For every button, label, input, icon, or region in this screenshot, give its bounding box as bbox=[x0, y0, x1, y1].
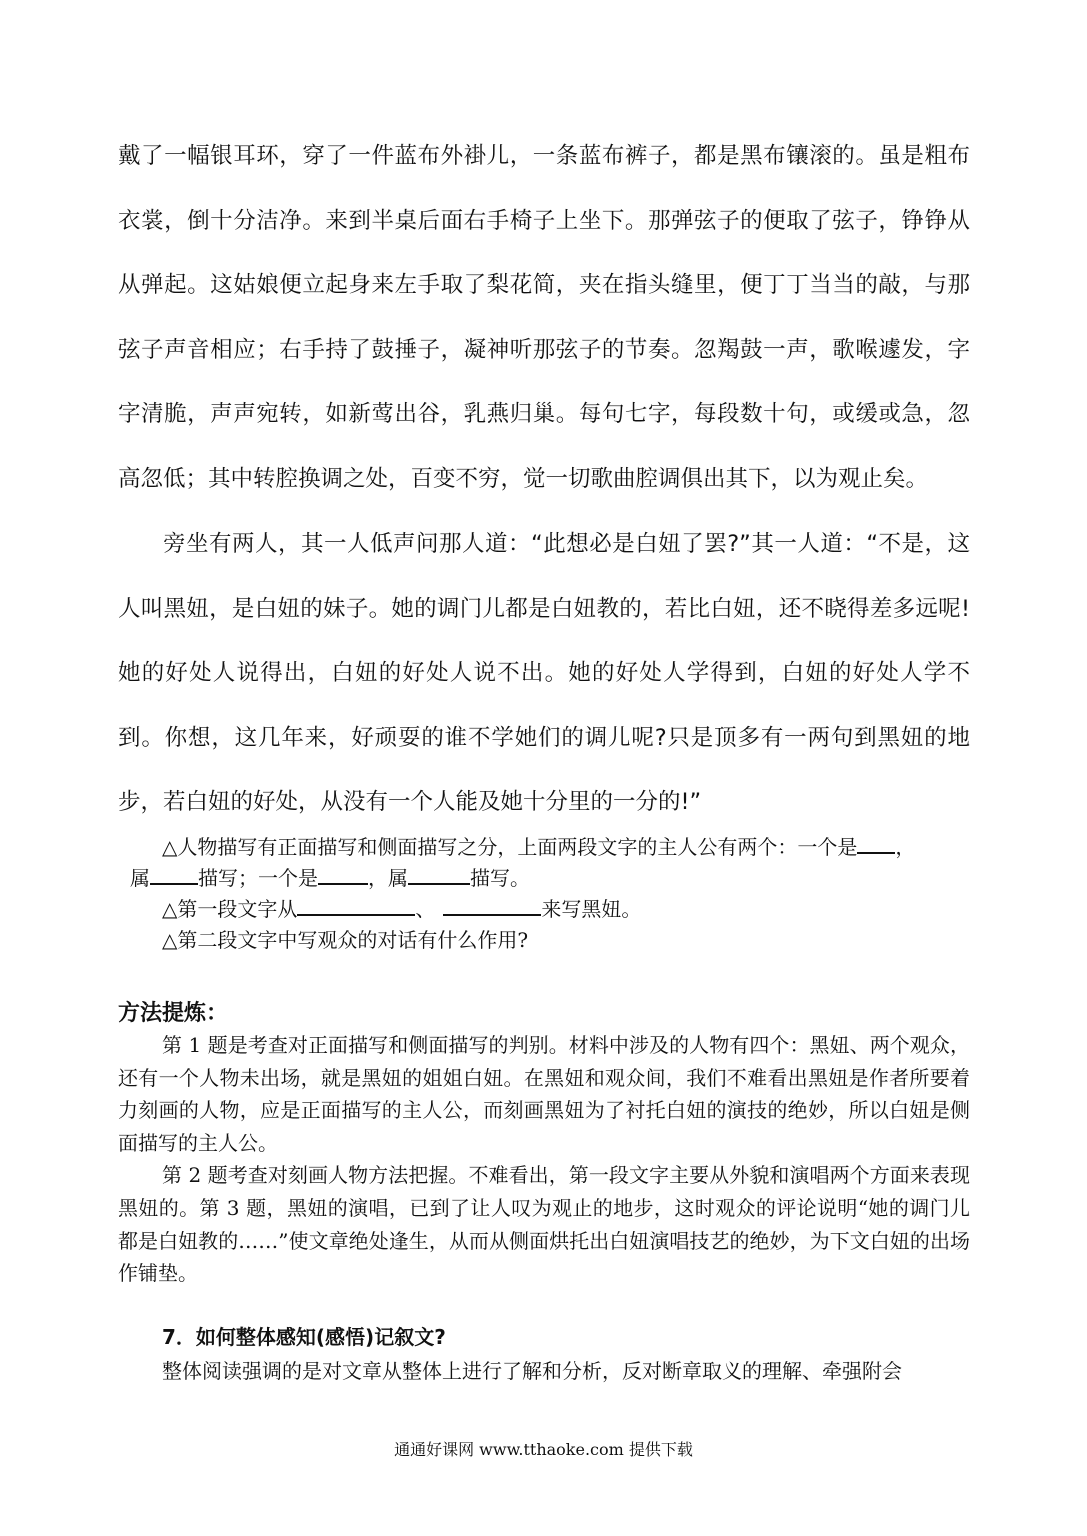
section-7-body: 整体阅读强调的是对文章从整体上进行了解和分析，反对断章取义的理解、牵强附会 bbox=[162, 1359, 902, 1383]
method-body bbox=[118, 1029, 970, 1290]
answer-blank bbox=[857, 832, 895, 854]
question-list bbox=[130, 832, 972, 956]
question-1-text-3: ，属 bbox=[368, 866, 408, 890]
passage-text-1: 戴了一幅银耳环，穿了一件蓝布外褂儿，一条蓝布裤子，都是黑布镶滚的。虽是粗布衣裳，倒十分洁净。来到半桌后面右手椅子上坐下。那弹弦子的便取了弦子，铮铮从从弹起。这姑娘便立起身来左手取了梨花简，夹在指头缝里，便丁丁当当的敲，与那弦子声音相应；右手持了鼓捶子，凝神听那弦子的节奏。忽羯鼓一声，歌喉遽发，字字清脆，声声宛转，如新莺出谷，乳燕归巢。每句七字，每段数十句，或缓或急，忽高忽低；其中转腔换调之处，百变不穷，觉一切歌曲腔调俱出其下，以为观止矣。 bbox=[118, 143, 970, 492]
passage-paragraph-2 bbox=[118, 512, 970, 835]
question-1-text-4: 描写。 bbox=[470, 866, 530, 890]
question-1-text: △人物描写有正面描写和侧面描写之分，上面两段文字的主人公有两个：一个是 bbox=[162, 835, 858, 859]
question-2-sep: 、 bbox=[415, 897, 436, 921]
page-footer: 通通好课网 www.tthaoke.com 提供下载 bbox=[394, 1440, 693, 1459]
method-paragraph-2: 第 2 题考查对刻画人物方法把握。不难看出，第一段文字主要从外貌和演唱两个方面来表现黑妞的。第 3 题，黑妞的演唱，已到了让人叹为观止的地步，这时观众的评论说明“她的调门儿都是白妞教的……”使文章绝处逢生，从而从侧面烘托出白妞演唱技艺的绝妙，为下文白妞的出场作铺垫。 bbox=[118, 1163, 970, 1286]
answer-blank bbox=[318, 863, 368, 885]
question-2-text-2: 来写黑妞。 bbox=[541, 897, 642, 921]
question-2 bbox=[130, 894, 972, 925]
answer-blank bbox=[443, 894, 541, 916]
answer-blank bbox=[408, 863, 470, 885]
answer-blank bbox=[150, 863, 198, 885]
answer-blank bbox=[297, 894, 415, 916]
method-paragraph-1: 第 1 题是考查对正面描写和侧面描写的判别。材料中涉及的人物有四个：黑妞、两个观众，还有一个人物未出场，就是黑妞的姐姐白妞。在黑妞和观众间，我们不难看出黑妞是作者所要着力刻画的人物，应是正面描写的主人公，而刻画黑妞为了衬托白妞的演技的绝妙，所以白妞是侧面描写的主人公。 bbox=[118, 1033, 970, 1155]
question-2-text: △第一段文字从 bbox=[162, 897, 298, 921]
question-1-shu: 属 bbox=[130, 866, 150, 890]
question-1-text-2: 描写；一个是 bbox=[198, 866, 318, 890]
method-heading: 方法提炼： bbox=[118, 1001, 229, 1026]
passage-paragraph-1 bbox=[118, 124, 970, 511]
question-1 bbox=[130, 832, 972, 863]
section-7-heading: 7．如何整体感知(感悟)记叙文? bbox=[162, 1325, 446, 1349]
passage-text-2: 旁坐有两人，其一人低声问那人道：“此想必是白妞了罢?”其一人道：“不是，这人叫黑妞，是白妞的妹子。她的调门儿都是白妞教的，若比白妞，还不晓得差多远呢!她的好处人说得出，白妞的好处人说不出。她的好处人学得到，白妞的好处人学不到。你想，这几年来，好顽耍的谁不学她们的调儿呢?只是顶多有一两句到黑妞的地步，若白妞的好处，从没有一个人能及她十分里的一分的!” bbox=[118, 531, 970, 815]
question-1-comma: ， bbox=[895, 835, 916, 859]
question-3: △第二段文字中写观众的对话有什么作用? bbox=[162, 928, 529, 952]
question-1-cont bbox=[130, 863, 972, 894]
